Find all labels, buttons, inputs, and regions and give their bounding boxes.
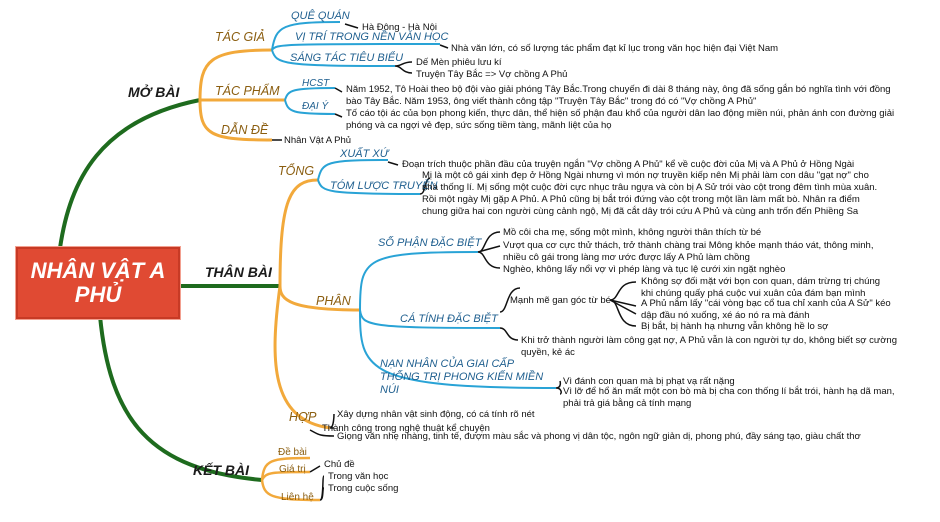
central-title: NHÂN VẬT A PHỦ	[30, 258, 166, 307]
dai-y-value: Tố cáo tội ác của bọn phong kiến, thực dân, thể hiện số phận đau khổ của người dân lao động miền núi, phản ánh con đường giải phóng và ca ngợi vẻ đẹp, sức sống tiềm tàng, mãnh liệt của họ	[346, 108, 895, 131]
sang-tac-value-2: Truyện Tây Bắc => Vợ chồng A Phủ	[416, 69, 568, 80]
connector-central-ket-bai	[100, 316, 262, 480]
phan-label[interactable]: PHÂN	[316, 294, 351, 308]
khi-tro-value: Khi trở thành người làm công gạt nợ, A Phủ vẫn là con người tự do, không biết sợ cường quyền, kẻ ác	[521, 335, 897, 358]
hcst-value: Năm 1952, Tô Hoài theo bộ đội vào giải phóng Tây Bắc.Trong chuyến đi dài 8 tháng này, ông đã sống gắn bó nghĩa tình với đồng bào Tây Bắc. Năm 1953, ông viết thành công tập "Truyện Tây Bắc" trong đó có "Vợ chồng A Phủ"	[346, 84, 891, 107]
que-quan-label[interactable]: QUÊ QUÁN	[291, 10, 350, 22]
sang-tac-value-1: Dế Mèn phiêu lưu kí	[416, 57, 502, 68]
so-phan-item-1: Mồ côi cha mẹ, sống một mình, không người thân thích từ bé	[503, 227, 762, 238]
tac-pham-label[interactable]: TÁC PHẨM	[215, 84, 280, 98]
ket-bai-label[interactable]: KẾT BÀI	[193, 462, 249, 478]
tom-luoc-label[interactable]: TÓM LƯỢC TRUYỆN	[330, 180, 438, 192]
mo-bai-label[interactable]: MỞ BÀI	[128, 84, 180, 100]
de-bai-label[interactable]: Đề bài	[278, 447, 307, 458]
manh-me-label[interactable]: Mạnh mẽ gan góc từ bé	[510, 295, 611, 306]
nan-nhan-item-2: Vì lỡ để hổ ăn mất một con bò mà bị cha con thống lí bắt trói, hành hạ dã man, phải trả giá bằng cả tính mạng	[563, 386, 895, 409]
manh-me-item-2: A Phủ nắm lấy "cái vòng bạc cổ tua chỉ xanh của A Sử" kéo dập đầu nó xuống, xé áo nó ra mà đánh	[641, 298, 891, 321]
tom-luoc-value: Mị là một cô gái xinh đẹp ở Hồng Ngài nhưng vì món nợ truyền kiếp nên Mị phải làm con dâu "gạt nợ" cho nhà thống lí. Mị sống một cuộc đời cực nhục trâu ngựa và còn bị A Sử trói vào cột trong đêm tình mùa xuân. Rồi một ngày Mị gặp A Phủ. A Phủ cũng bị bắt trói đứng vào cột trong một lần làm mất bò. Nhân ra điểm chung giữa hai con người cùng cảnh ngộ, Mị đã cắt dây trói cứu A Phủ và cùng anh trốn đến Phiềng Sa	[422, 170, 878, 217]
xuat-xu-label[interactable]: XUẤT XỨ	[340, 148, 389, 160]
than-bai-label[interactable]: THÂN BÀI	[205, 264, 272, 280]
connector-than-bai-tong	[280, 180, 318, 286]
hop-label[interactable]: HỢP	[289, 410, 317, 424]
manh-me-item-3: Bị bắt, bị hành hạ nhưng vẫn không hề lo sợ	[641, 321, 829, 332]
connector-central-mo-bai	[60, 100, 200, 248]
xuat-xu-value: Đoạn trích thuộc phần đầu của truyện ngắn "Vợ chồng A Phủ" kể về cuộc đời của Mị và A Phủ ở Hồng Ngài	[402, 159, 855, 170]
connector-tac-gia-vi-tri	[272, 44, 440, 50]
lien-he-label[interactable]: Liên hệ	[281, 492, 314, 503]
vi-tri-value: Nhà văn lớn, có số lượng tác phẩm đạt kỉ lục trong văn học hiện đại Việt Nam	[451, 43, 779, 54]
que-quan-value: Hà Đông - Hà Nội	[362, 22, 437, 33]
so-phan-item-2: Vượt qua cơ cực thử thách, trở thành chàng trai Mông khỏe mạnh tháo vát, thông minh, nhiều cô gái trong làng mơ ước được lấy A Phủ làm chồng	[503, 240, 874, 263]
dan-de-label[interactable]: DẪN ĐỀ	[221, 123, 269, 137]
nan-nhan-item-1: Vì đánh con quan mà bị phạt vạ rất nặng	[563, 376, 735, 387]
hcst-label[interactable]: HCST	[302, 78, 330, 89]
sang-tac-label[interactable]: SÁNG TÁC TIÊU BIỂU	[290, 52, 404, 64]
nan-nhan-label[interactable]: NẠN NHÂN CỦA GIAI CẤP THỐNG TRỊ PHONG KIẾN MIỀN NÚI	[380, 358, 544, 396]
gia-tri-value: Chủ đề	[324, 459, 355, 470]
lien-he-value-2: Trong cuộc sống	[328, 483, 399, 494]
lien-he-value-1: Trong văn học	[328, 471, 389, 482]
connector-tong-xuat-xu	[318, 160, 388, 180]
hop-item-1: Xây dựng nhân vật sinh động, có cá tính rõ nét	[337, 409, 535, 420]
manh-me-item-1: Không sợ đối mặt với bọn con quan, dám trừng trị chúng khi chúng quấy phá cuộc vui xuân của đám bạn mình	[641, 276, 881, 299]
so-phan-item-3: Nghèo, không lấy nổi vợ vì phép làng và tục lệ cưới xin ngặt nghèo	[503, 264, 786, 275]
so-phan-label[interactable]: SỐ PHẬN ĐẶC BIỆT	[378, 237, 482, 249]
vi-tri-label[interactable]: VỊ TRÍ TRONG NỀN VĂN HỌC	[295, 31, 449, 43]
hop-item-2: Thành công trong nghệ thuật kể chuyện	[322, 423, 490, 434]
tac-gia-label[interactable]: TÁC GIẢ	[215, 30, 266, 44]
gia-tri-label[interactable]: Giá trị	[279, 464, 306, 475]
central-topic[interactable]	[16, 247, 180, 319]
dai-y-label[interactable]: ĐẠI Ý	[302, 101, 329, 112]
hop-extra: Giọng văn nhẹ nhàng, tinh tế, đượm màu sắc và phong vị dân tộc, ngôn ngữ giản dị, phong phú, đầy sáng tạo, giàu chất thơ	[337, 431, 861, 442]
tong-label[interactable]: TỔNG	[278, 164, 315, 178]
connector-tac-pham-hcst	[285, 88, 335, 100]
dan-de-value: Nhân Vật A Phủ	[284, 135, 352, 146]
ca-tinh-label[interactable]: CÁ TÍNH ĐẶC BIỆT	[400, 313, 498, 325]
connector-phan-so-phan	[360, 252, 478, 310]
